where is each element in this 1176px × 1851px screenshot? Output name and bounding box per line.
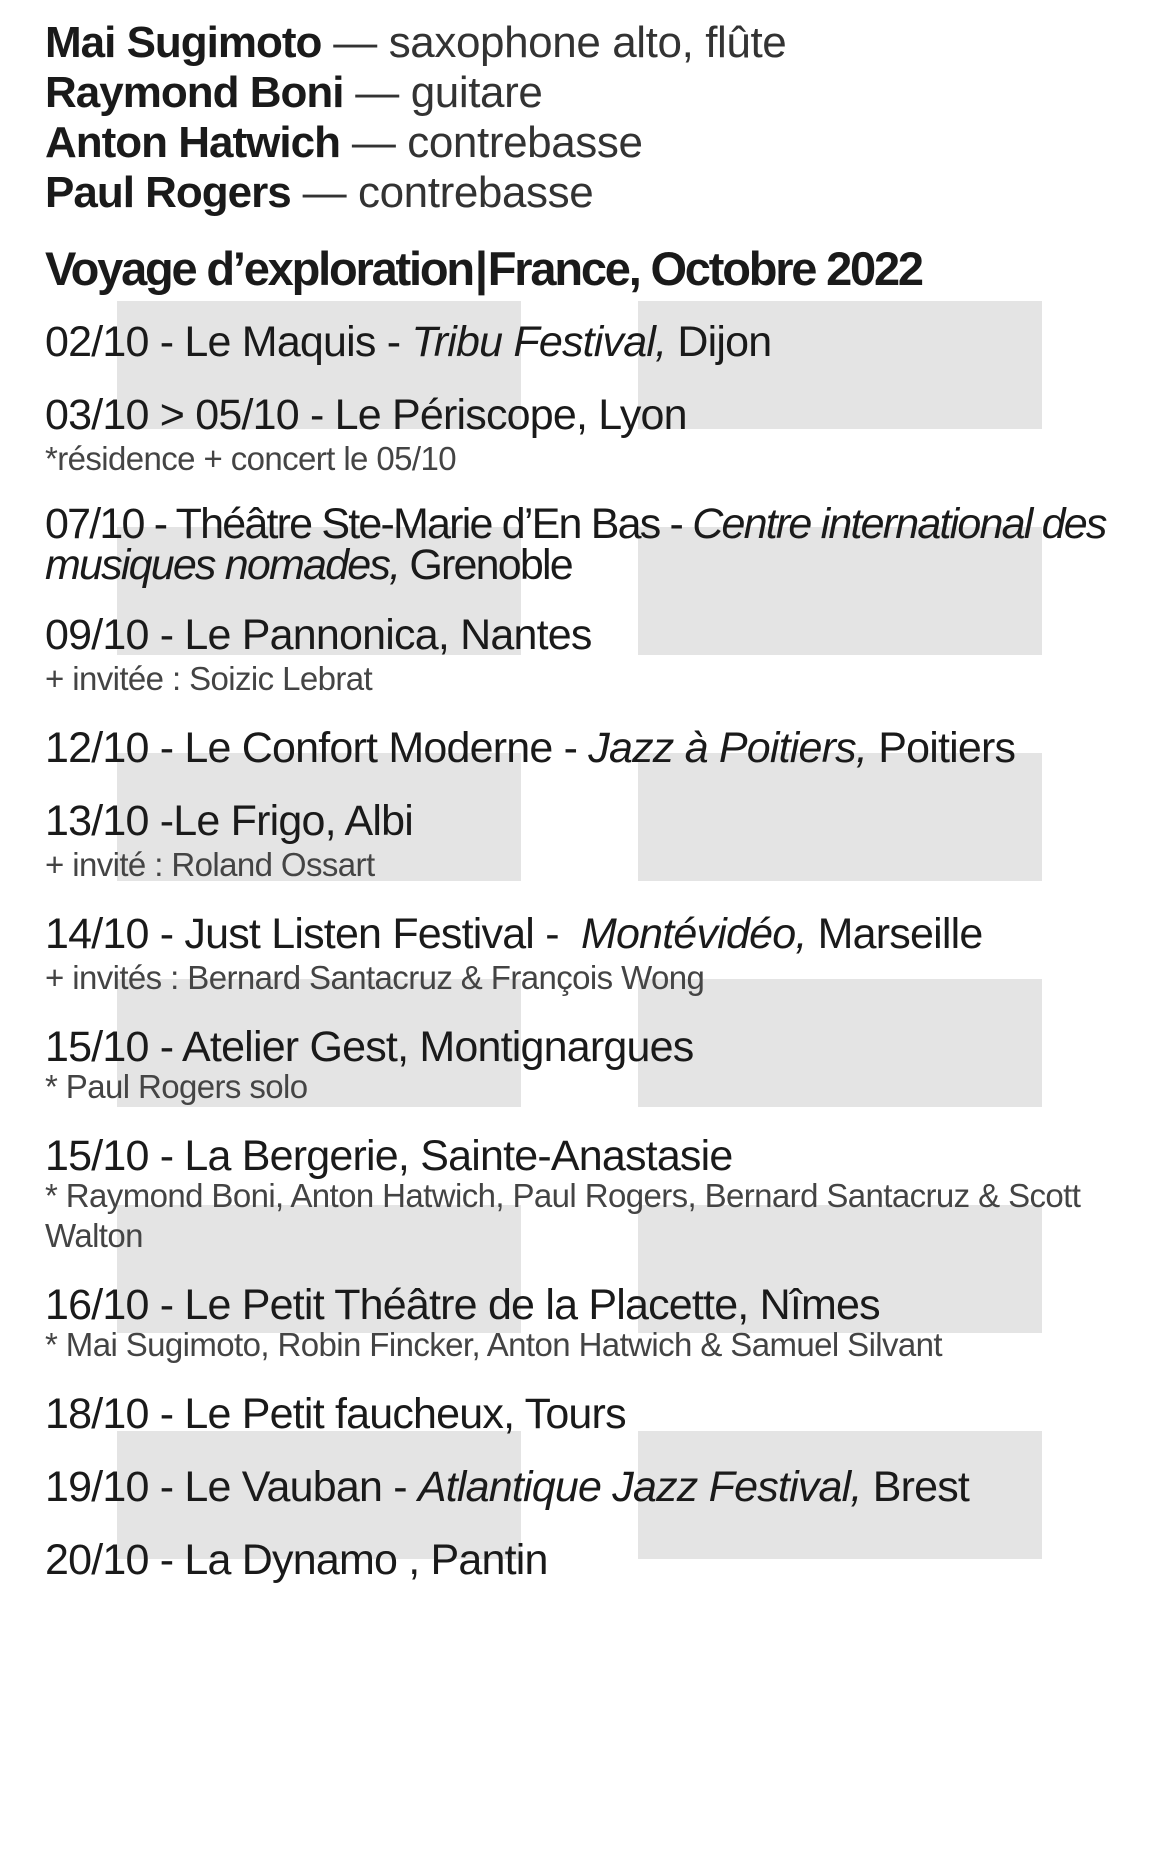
event-note: *résidence + concert le 05/10 — [45, 440, 456, 477]
event-festival: Atlantique Jazz Festival, — [417, 1463, 862, 1511]
event-venue: 20/10 - La Dynamo , Pantin — [45, 1536, 548, 1584]
event-line — [45, 910, 1155, 958]
lineup-member — [45, 118, 1155, 168]
band-lineup — [45, 18, 1155, 218]
tour-sheet — [45, 18, 1155, 1609]
event-festival: Jazz à Poitiers, — [588, 724, 868, 772]
tour-date — [45, 1132, 1155, 1256]
event-note: + invitée : Soizic Lebrat — [45, 660, 373, 697]
event-line — [45, 500, 1155, 589]
event-line — [45, 611, 1155, 659]
tour-date — [45, 611, 1155, 699]
dash-separator: — — [302, 168, 347, 217]
tour-date — [45, 724, 1155, 772]
tour-period: Octobre 2022 — [650, 242, 922, 295]
lineup-member — [45, 168, 1155, 218]
tour-date — [45, 1281, 1155, 1365]
event-note: + invités : Bernard Santacruz & François Wong — [45, 959, 705, 996]
event-line — [45, 797, 1155, 845]
event-venue: 07/10 - Théâtre Ste-Marie d’En Bas - — [45, 500, 693, 548]
event-city: Marseille — [806, 910, 983, 958]
event-city: Grenoble — [399, 541, 572, 589]
event-city: Dijon — [666, 318, 772, 366]
event-line — [45, 1536, 1155, 1584]
event-venue: 14/10 - Just Listen Festival - — [45, 910, 582, 958]
tour-date — [45, 1023, 1155, 1107]
event-line — [45, 724, 1155, 772]
tour-date — [45, 391, 1155, 479]
tour-date — [45, 910, 1155, 998]
instrument: contrebasse — [358, 168, 594, 217]
tour-date — [45, 500, 1155, 589]
event-line — [45, 1463, 1155, 1511]
tour-date — [45, 797, 1155, 885]
event-venue: 03/10 > 05/10 - Le Périscope, Lyon — [45, 391, 687, 439]
event-venue: 13/10 -Le Frigo, Albi — [45, 797, 414, 845]
event-note: + invité : Roland Ossart — [45, 846, 375, 883]
event-line — [45, 1132, 1155, 1180]
instrument: guitare — [410, 68, 543, 117]
lineup-member — [45, 18, 1155, 68]
tour-region: France, — [487, 242, 640, 295]
dash-separator: — — [355, 68, 399, 117]
dash-separator: — — [333, 18, 377, 67]
event-line — [45, 1390, 1155, 1438]
instrument: saxophone alto, flûte — [388, 18, 787, 67]
instrument: contrebasse — [407, 118, 643, 167]
event-venue: 15/10 - Atelier Gest, Montignargues — [45, 1023, 694, 1071]
tour-date — [45, 318, 1155, 366]
lineup-member — [45, 68, 1155, 118]
tour-title — [45, 242, 1155, 296]
event-line — [45, 1023, 1155, 1071]
musician-name: Anton Hatwich — [45, 118, 340, 167]
dash-separator: — — [351, 118, 396, 167]
event-line — [45, 1281, 1155, 1329]
tour-dates-list — [45, 318, 1155, 1584]
musician-name: Mai Sugimoto — [45, 18, 322, 67]
event-festival: Tribu Festival, — [411, 318, 667, 366]
event-line — [45, 391, 1155, 439]
event-city: Poitiers — [867, 724, 1016, 772]
event-venue: 16/10 - Le Petit Théâtre de la Placette, Nîmes — [45, 1281, 880, 1329]
tour-date — [45, 1463, 1155, 1511]
tour-date — [45, 1536, 1155, 1584]
event-venue: 18/10 - Le Petit faucheux, Tours — [45, 1390, 626, 1438]
event-venue: 15/10 - La Bergerie, Sainte-Anastasie — [45, 1132, 733, 1180]
tour-date — [45, 1390, 1155, 1438]
event-venue: 02/10 - Le Maquis - — [45, 318, 412, 366]
event-city: Brest — [861, 1463, 970, 1511]
event-line — [45, 318, 1155, 366]
event-venue: 19/10 - Le Vauban - — [45, 1463, 418, 1511]
event-festival: Centre international des musiques nomades, — [45, 500, 1106, 589]
musician-name: Paul Rogers — [45, 168, 291, 217]
title-separator: | — [474, 242, 486, 295]
event-note: * Paul Rogers solo — [45, 1068, 308, 1105]
tour-name: Voyage d’exploration — [45, 242, 473, 295]
musician-name: Raymond Boni — [45, 68, 344, 117]
event-venue: 09/10 - Le Pannonica, Nantes — [45, 611, 592, 659]
event-note: * Mai Sugimoto, Robin Fincker, Anton Hatwich & Samuel Silvant — [45, 1326, 943, 1363]
event-festival: Montévidéo, — [581, 910, 807, 958]
event-venue: 12/10 - Le Confort Moderne - — [45, 724, 589, 772]
event-note: * Raymond Boni, Anton Hatwich, Paul Rogers, Bernard Santacruz & Scott Walton — [45, 1177, 1081, 1254]
